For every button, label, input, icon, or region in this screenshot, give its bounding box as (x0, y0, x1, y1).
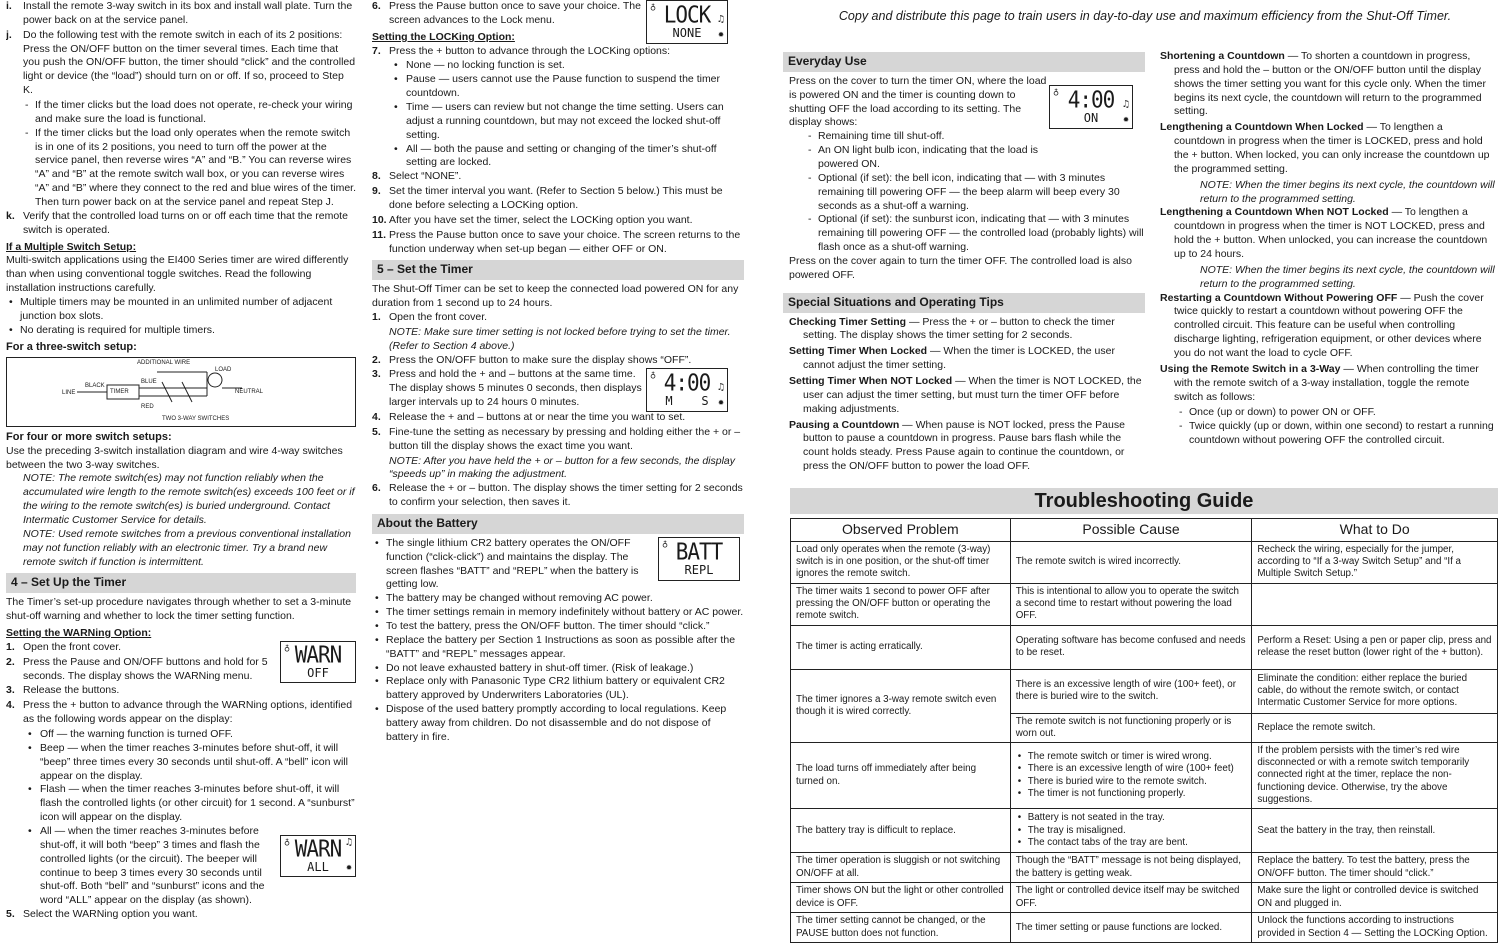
multi-switch-text: Multi-switch applications using the EI400 Series timer are wired differently than when using conventional toggle switches. Read the following installation instructions carefully. (6, 254, 349, 295)
table-row: The load turns off immediately after being turned on. • The remote switch or timer is wired wrong. • There is an excessive length of wire (100+ feet) • There is buried wire to the remote switch. • The timer is not functioning properly. If the problem persists with the timer’s red wire disconnected or with a remote switch temporarily connected right at the timer, replace the non-functioning device. Otherwise, try the above suggestions. (791, 742, 1498, 808)
table-row: The timer operation is sluggish or not switching ON/OFF at all. Though the “BATT” message is not being displayed, the battery is getting weak. Replace the battery. To test the battery, press the ON/OFF button. The timer should “click.” (791, 853, 1498, 883)
remote-3way-twice: - Twice quickly (up or down, within one second) to restart a running countdown without powering OFF the controlled circuit. (1177, 420, 1496, 448)
warn-option-beep: • Beep — when the timer reaches 3-minutes before shut-off, it will “beep” three times every 30 seconds until shut-off. A “bell” icon will appear on the display. (28, 742, 356, 784)
battery-bullet-2: • The battery may be changed without removing AC power. (372, 592, 744, 606)
four-switch-title: For four or more switch setups: (6, 431, 172, 444)
warn-step-5: 5. Select the WARNing option you want. (6, 908, 198, 921)
section-4-heading: 4 – Set Up the Timer (6, 573, 356, 593)
note-used-switches: NOTE: Used remote switches from a previous conventional installation may not function reliably with an electronic timer. Try a brand new remote switch if function is intermittent. (23, 527, 351, 568)
warn-step-4: 4. Press the + button to advance through the WARNing options, identified as the following words appear on the display: (6, 699, 353, 726)
tip-lengthening-locked-note: NOTE: When the timer begins its next cycle, the countdown will return to the programmed setting. (1200, 178, 1495, 205)
everyday-use-heading: Everyday Use (783, 52, 1145, 72)
section-5-heading: 5 – Set the Timer (372, 260, 744, 280)
bell-icon: ♫ (1122, 98, 1129, 110)
four-switch-text: Use the preceding 3-switch installation diagram and wire 4-way switches between the two 3-way switches. (6, 444, 343, 471)
step-j: j. Do the following test with the remote switch in each of its 2 positions: Press the ON/OFF button on the timer several times. Each time that you push the ON/OFF button, the timer should “click” and the controlled light or device (the “load”) should turn on or off. If so, proceed to Step K. (6, 28, 356, 97)
multi-bullet-2: • No derating is required for multiple timers. (6, 324, 356, 338)
column-2 (372, 0, 744, 745)
note-remote-length: NOTE: The remote switch(es) may not function reliably when the accumulated wire length to the remote switch(es) exceeds 100 feet or if the wiring to the remote switch(es) is buried underground. Contact Intermatic Customer Service for details. (23, 472, 355, 526)
bell-icon: ♫ (717, 14, 724, 25)
warn-step-1: 1. Open the front cover. (6, 640, 122, 653)
bell-icon: ♫ (717, 382, 724, 394)
tip-lengthening-locked: Lengthening a Countdown When Locked — To lengthen a countdown in progress when the timer is LOCKED, press and hold the + button. When locked, you can only increase the countdown up the programmed setting. (1160, 121, 1490, 175)
lock-step-11: 11. Press the Pause button once to save your choice. The screen returns to the function underway when set-up began — either OFF or ON. (372, 228, 741, 255)
tip-setting-not-locked: Setting Timer When NOT Locked — When the timer is NOT LOCKED, the user can adjust the timer setting, but must turn the timer OFF before making adjustments. (789, 374, 1142, 415)
bulb-icon: ♁ (284, 836, 291, 848)
set-step-1: 1. Open the front cover. (372, 311, 488, 324)
lock-option-time: • Time — users can review but not change the time setting. Users can adjust a running countdown, but may not exceed the locked shut-off setting. (394, 101, 744, 143)
display-lock-none: ♁ ♫ LOCK NONE ✹ (646, 0, 728, 44)
table-row: The timer waits 1 second to power OFF after pressing the ON/OFF button or operating the remote switch. This is intentional to allow you to operate the switch a second time to restart without powering the load OFF. (791, 583, 1498, 625)
table-header-row (791, 519, 1498, 542)
three-switch-title: For a three-switch setup: (6, 340, 137, 353)
tip-remote-3way: Using the Remote Switch in a 3-Way — When controlling the timer with the remote switch of a 3-way installation, toggle the remote switch as follows: (1160, 362, 1479, 403)
column-4 (1160, 50, 1496, 448)
battery-bullet-7: • Replace only with Panasonic Type CR2 lithium battery or equivalent CR2 battery approved by Underwriters Laboratories (UL). (372, 675, 744, 703)
special-situations-heading: Special Situations and Operating Tips (783, 293, 1145, 313)
battery-bullet-6: • Do not leave exhausted battery in shut-off timer. (Risk of leakage.) (372, 662, 744, 676)
section-5-text: The Shut-Off Timer can be set to keep the connected load powered ON for any duration from 1 second up to 24 hours. (372, 283, 739, 310)
column-1 (6, 0, 356, 923)
table-row: The battery tray is difficult to replace. • Battery is not seated in the tray. • The tray is misaligned. • The contact tabs of the tray are bent. Seat the battery in the tray, then reinstall. (791, 809, 1498, 853)
battery-bullet-8: • Dispose of the used battery promptly according to local regulations. Keep battery away from children. Do not disassemble and do not dispose of battery in fire. (372, 703, 744, 745)
table-row: The remote switch is not functioning properly or is worn out. Replace the remote switch. (791, 713, 1498, 742)
battery-bullet-5: • Replace the battery per Section 1 Instructions as soon as possible after the “BATT” and “REPL” messages appear. (372, 634, 744, 662)
lock-step-10: 10. After you have set the timer, select the LOCKing option you want. (372, 213, 693, 226)
display-warn-off: ♁ WARN OFF (280, 641, 356, 683)
lock-option-all: • All — both the pause and setting or changing of the timer’s shut-off setting are locked. (394, 143, 744, 171)
battery-bullet-3: • The timer settings remain in memory indefinitely without battery or AC power. (372, 606, 744, 620)
bell-icon: ♫ (345, 836, 352, 848)
lock-step-6: 6. Press the Pause button once to save your choice. The screen advances to the Lock menu. (372, 0, 641, 26)
multi-bullet-1: • Multiple timers may be mounted in an unlimited number of adjacent junction box slots. (6, 296, 356, 324)
tip-setting-locked: Setting Timer When Locked — When the timer is LOCKED, the user cannot adjust the timer setting. (789, 345, 1115, 372)
lock-step-9: 9. Set the timer interval you want. (Refer to Section 5 below.) This must be done before selecting a LOCKing option. (372, 185, 723, 212)
set-step-1-note: NOTE: Make sure timer setting is not locked before trying to set the timer. (Refer to Section 4 above.) (389, 325, 731, 352)
step-j-dash-1: - If the timer clicks but the load does not operate, re-check your wiring and make sure the load is functional. (23, 99, 356, 127)
lock-option-none: • None — no locking function is set. (394, 59, 744, 73)
display-on: ♁ ♫ 4:00 ON ✹ (1049, 85, 1133, 129)
table-row: Timer shows ON but the light or other controlled device is OFF. The light or controlled device itself may be switched OFF. Make sure the light or controlled device is switched ON and plugged in. (791, 883, 1498, 913)
step-k: k. Verify that the controlled load turns on or off each time that the remote switch is operated. (6, 209, 348, 236)
everyday-item-1: - Remaining time till shut-off. (806, 130, 1055, 144)
lock-option-pause: • Pause — users cannot use the Pause function to suspend the timer countdown. (394, 73, 744, 101)
battery-bullet-1: • The single lithium CR2 battery operates the ON/OFF function (“click-click”) and maintains the display. The screen flashes “BATT” and “REPL” when the battery is getting low. (372, 537, 744, 592)
set-step-5-note: NOTE: After you have held the + or – button for a few seconds, the display “speeds up” in making the adjustment. (389, 454, 736, 481)
step-i: i. Install the remote 3-way switch in its box and install wall plate. Turn the power back on at the service panel. (6, 0, 353, 26)
diagram-label-additional: ADDITIONAL WIRE (137, 360, 191, 367)
lock-step-8: 8. Select “NONE”. (372, 170, 462, 183)
bulb-icon: ♁ (1053, 86, 1060, 98)
everyday-item-2: - An ON light bulb icon, indicating that the load is powered ON. (806, 144, 1055, 172)
sunburst-icon: ✹ (345, 861, 352, 873)
bulb-icon: ♁ (650, 2, 657, 13)
tip-restarting: Restarting a Countdown Without Powering OFF — Push the cover twice quickly to restart a countdown without powering OFF the controlled circuit. This feature can be useful when controlling discharge lighting, refrigeration equipment, or other devices where you do not want the load to cycle OFF. (1160, 291, 1484, 360)
lock-step-7: 7. Press the + button to advance through the LOCKing options: (372, 44, 671, 57)
diagram-label-line: LINE (62, 390, 76, 397)
display-batt-repl: ♁ BATT REPL (658, 537, 740, 581)
warn-option-flash: • Flash — when the timer reaches 3-minutes before shut-off, it will flash the controlled lights (or other circuit) for 1 second. A “sunburst” icon will appear on the display. (28, 783, 356, 825)
column-header: Possible Cause (1010, 519, 1252, 542)
everyday-item-3: - Optional (if set): the bell icon, indicating that — with 3 minutes remaining till powering OFF — the beep alarm will beep every 30 seconds as a shut-off a warning. (806, 172, 1145, 214)
tip-pausing: Pausing a Countdown — When pause is NOT locked, press the Pause button to pause a countdown in progress. Pause bars flash while the count holds steady. Press Pause again to continue the countdown, or press the ON/OFF button to power the load OFF. (789, 418, 1125, 473)
multi-switch-title: If a Multiple Switch Setup: (6, 240, 137, 253)
wiring-diagram (6, 357, 356, 427)
everyday-end: Press on the cover again to turn the timer OFF. The controlled load is also powered OFF. (789, 255, 1132, 281)
everyday-item-4: - Optional (if set): the sunburst icon, indicating that — with 3 minutes remaining till powering OFF — the controlled load (probably lights) will flash once as a shut-off warning. (806, 213, 1145, 255)
warn-option-off: • Off — the warning function is turned OFF. (28, 728, 356, 742)
column-3 (783, 52, 1145, 476)
warn-option-all: • All — when the timer reaches 3-minutes before shut-off, it will both “beep” 3 times and flash the controlled lights (or the circuit). The beeper will continue to beep 3 times every 30 seconds until shut-off. Both “bell” and “sunburst” icons and the word “ALL” appear on the display (as shown). (28, 825, 356, 908)
battery-bullet-4: • To test the battery, press the ON/OFF button. The timer should “click.” (372, 620, 744, 634)
bulb-icon: ♁ (650, 370, 657, 382)
section-4-text: The Timer’s set-up procedure navigates through whether to set a 3-minute shut-off warning and whether to lock the timer setting function. (6, 596, 352, 623)
tip-lengthening-not-locked: Lengthening a Countdown When NOT Locked — To lengthen a countdown in progress when the timer is NOT LOCKED, press and hold the + button. When unlocked, you can increase the countdown up to 24 hours. (1160, 206, 1488, 261)
set-step-2: 2. Press the ON/OFF button to make sure the display shows “OFF”. (372, 353, 692, 366)
diagram-label-blue: BLUE (141, 379, 157, 386)
display-time-setting: ♁ ♫ 4:00 M S ✹ (646, 368, 728, 412)
remote-3way-once: - Once (up or down) to power ON or OFF. (1177, 406, 1496, 420)
warn-step-3: 3. Release the buttons. (6, 684, 120, 697)
locking-option-title: Setting the LOCKing Option: (372, 30, 515, 43)
diagram-label-black: BLACK (85, 383, 105, 390)
step-j-dash-2: - If the timer clicks but the load only operates when the remote switch is in one of its 2 positions, you need to turn off the power at the service panel, then reverse wires “A” and “B.” You can reverse wires “A” and “B” at the remote switch wall box, or you can reverse wires “A” and “B” where they connect to the red and blue wires of the timer. Then turn power back on at the service panel and repeat Step J. (23, 127, 356, 210)
tip-shortening: Shortening a Countdown — To shorten a countdown in progress, press and hold the – button or the ON/OFF button until the display shows the timer setting you want for this cycle only. When the timer begins its next cycle, the countdown will return to the programmed setting. (1160, 50, 1487, 118)
sunburst-icon: ✹ (717, 397, 724, 409)
sunburst-icon: ✹ (1122, 113, 1129, 125)
table-row: The timer setting cannot be changed, or the PAUSE button does not function. The timer setting or pause functions are locked. Unlock the functions according to instructions provided in Section 4 — Setting the LOCKing Option. (791, 913, 1498, 943)
diagram-label-load: LOAD (215, 367, 232, 374)
diagram-label-switches: TWO 3-WAY SWITCHES (162, 416, 230, 423)
sunburst-icon: ✹ (717, 29, 724, 40)
troubleshooting-table (790, 518, 1498, 943)
page-header-note: Copy and distribute this page to train users in day-to-day use and maximum efficiency from the Shut-Off Timer. (838, 9, 1452, 23)
set-step-5: 5. Fine-tune the setting as necessary by pressing and holding either the + or – button till the display shows the exact time you want. (372, 425, 741, 452)
table-row: The timer is acting erratically. Operating software has become confused and needs to be reset. Perform a Reset: Using a pen or paper clip, press and release the reset button (lower right of the + button). (791, 625, 1498, 669)
bulb-icon: ♁ (662, 538, 669, 550)
warning-option-title: Setting the WARNing Option: (6, 626, 152, 639)
tip-lengthening-not-locked-note: NOTE: When the timer begins its next cycle, the countdown will return to the programmed setting. (1200, 263, 1495, 290)
battery-heading: About the Battery (372, 514, 744, 534)
diagram-label-neutral: NEUTRAL (235, 389, 264, 396)
set-step-3: 3. Press and hold the + and – buttons at the same time. The display shows 5 minutes 0 seconds, then displays larger intervals up to 24 hours 0 minutes. (372, 368, 642, 409)
diagram-label-timer: TIMER (110, 389, 129, 396)
warn-step-2: 2. Press the Pause and ON/OFF buttons and hold for 5 seconds. The display shows the WARNing menu. (6, 655, 268, 682)
troubleshooting-title: Troubleshooting Guide (790, 488, 1498, 514)
tip-checking-setting: Checking Timer Setting — Press the + or – button to check the timer setting. The display shows the timer setting for 2 seconds. (789, 315, 1115, 342)
everyday-text: Press on the cover to turn the timer ON, where the load is powered ON and the timer is counting down to shutting OFF the load according to its setting. The display shows: (789, 74, 1047, 129)
display-warn-all: ♁ ♫ WARN ALL ✹ (280, 835, 356, 877)
column-header: What to Do (1252, 519, 1498, 542)
table-row: Load only operates when the remote (3-way) switch is in one position, or the shut-off timer ignores the remote switch. The remote switch is wired incorrectly. Recheck the wiring, especially for the jumper, according to “If a 3-way Switch Setup” and “If a Multiple Switch Setup.” (791, 541, 1498, 583)
column-header: Observed Problem (791, 519, 1011, 542)
table-row: The timer ignores a 3-way remote switch even though it is wired correctly. There is an excessive length of wire (100+ feet), or there is buried wire to the switch. Eliminate the condition: either replace the buried cable, do without the remote switch, or contact Intermatic Customer Service for more options. (791, 669, 1498, 713)
bulb-icon: ♁ (284, 642, 291, 654)
set-step-4: 4. Release the + and – buttons at or near the time you want to set. (372, 411, 686, 424)
set-step-6: 6. Release the + or – button. The display shows the timer setting for 2 seconds to confirm your selection, then saves it. (372, 482, 743, 509)
diagram-label-red: RED (141, 404, 154, 411)
